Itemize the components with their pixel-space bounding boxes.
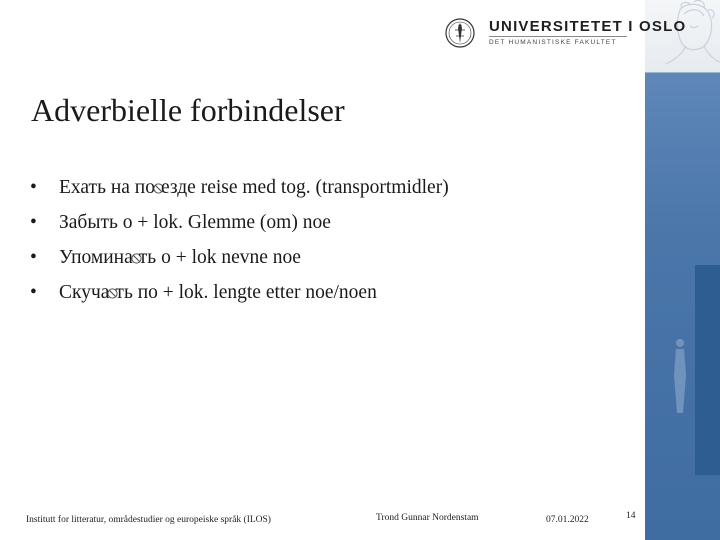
bullet-marker: •	[30, 247, 37, 268]
bullet-item	[30, 246, 449, 281]
bullet-marker: •	[30, 177, 37, 198]
bullet-item	[30, 281, 449, 316]
university-name: UNIVERSITETET I OSLO	[489, 18, 687, 35]
bullet-item	[30, 211, 449, 246]
footer-institute: Institutt for litteratur, områdestudier og europeiske språk (ILOS)	[26, 515, 271, 525]
footer-date: 07.01.2022	[546, 515, 589, 525]
footer-author: Trond Gunnar Nordenstam	[376, 513, 479, 523]
bullet-text-start: Ехать на по	[59, 177, 155, 198]
bullet-text-end: ть о + lok nevne noe	[138, 247, 301, 268]
bullet-marker: •	[30, 282, 37, 303]
statue-bust-image	[660, 0, 720, 70]
bullet-text-start: Забыть о + lok. Glemme (om) noe	[59, 212, 331, 233]
slide-title: Adverbielle forbindelser	[31, 92, 345, 128]
bullet-text-start: Скуча	[59, 282, 110, 303]
logo-rule	[489, 36, 627, 37]
page-number: 14	[626, 511, 636, 521]
statue-figure-image	[670, 335, 690, 415]
university-seal-icon	[445, 16, 475, 50]
bullet-text-end: езде reise med tog. (transportmidler)	[161, 177, 449, 198]
university-logo	[445, 14, 687, 52]
bullet-item	[30, 176, 449, 211]
bullet-list	[30, 176, 449, 316]
bullet-text-start: Упомина	[59, 247, 133, 268]
side-decoration-panel	[695, 265, 720, 475]
faculty-name: DET HUMANISTISKE FAKULTET	[489, 39, 617, 46]
bullet-marker: •	[30, 212, 37, 233]
bullet-text-end: ть по + lok. lengte etter noe/noen	[115, 282, 377, 303]
